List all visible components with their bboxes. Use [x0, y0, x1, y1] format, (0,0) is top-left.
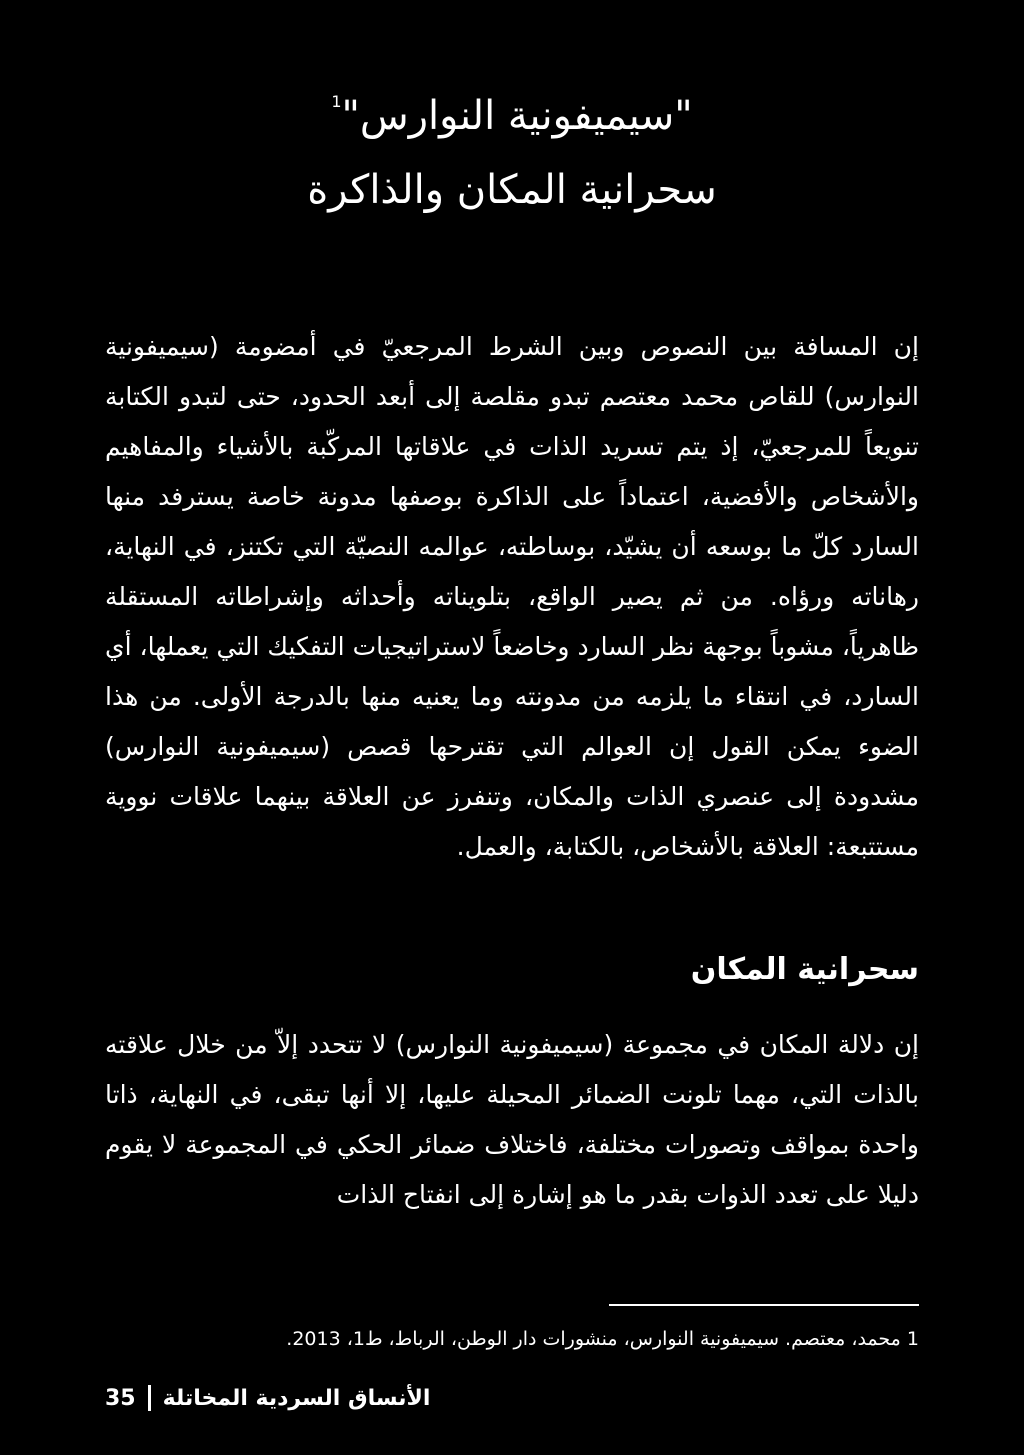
section-heading: سحرانية المكان	[690, 952, 919, 987]
page-footer	[105, 1385, 430, 1411]
title-line-2: سحرانية المكان والذاكرة	[307, 167, 717, 213]
footer-divider	[148, 1385, 151, 1411]
title-line-1	[0, 92, 1024, 140]
body-paragraph-2: إن دلالة المكان في مجموعة (سيميفونية النوارس) لا تتحدد إلاّ من خلال علاقته بالذات التي، مهما تلونت الضمائر المحيلة عليها، إلا أنها تبقى، في النهاية، ذاتا واحدة بمواقف وتصورات مختلفة، فاختلاف ضمائر الحكي في المجموعة لا يقوم دليلا على تعدد الذوات بقدر ما هو إشارة إلى انفتاح الذات	[105, 1030, 919, 1209]
footnote-divider	[609, 1304, 919, 1306]
footnote-ref: 1	[331, 92, 342, 111]
footnote: 1 محمد، معتصم. سيميفونية النوارس، منشورات دار الوطن، الرباط، ط1، 2013.	[286, 1328, 919, 1350]
body-paragraph-1: إن المسافة بين النصوص وبين الشرط المرجعيّ في أمضومة (سيميفونية النوارس) للقاص محمد معتصم تبدو مقلصة إلى أبعد الحدود، حتى لتبدو الكتابة تنويعاً للمرجعيّ، إذ يتم تسريد الذات في علاقاتها المركّبة بالأشياء والمفاهيم والأشخاص والأفضية، اعتماداً على الذاكرة بوصفها مدونة خاصة يسترفد منها السارد كلّ ما بوسعه أن يشيّد، بوساطته، عوالمه النصيّة التي تكتنز، في النهاية، رهاناته ورؤاه. من ثم يصير الواقع، بتلويناته وأحداثه وإشراطاته المستقلة ظاهرياً، مشوباً بوجهة نظر السارد وخاضعاً لاستراتيجيات التفكيك التي يعملها، أي السارد، في انتقاء ما يلزمه من مدونته وما يعنيه منها بالدرجة الأولى. من هذا الضوء يمكن القول إن العوالم التي تقترحها قصص (سيميفونية النوارس) مشدودة إلى عنصري الذات والمكان، وتنفرز عن العلاقة بينهما علاقات نووية مستتبعة: العلاقة بالأشخاص، بالكتابة، والعمل.	[105, 332, 919, 861]
page-number: 35	[105, 1385, 136, 1411]
title-text: "سيميفونية النوارس"	[341, 93, 693, 139]
running-title: الأنساق السردية المخاتلة	[162, 1385, 431, 1411]
